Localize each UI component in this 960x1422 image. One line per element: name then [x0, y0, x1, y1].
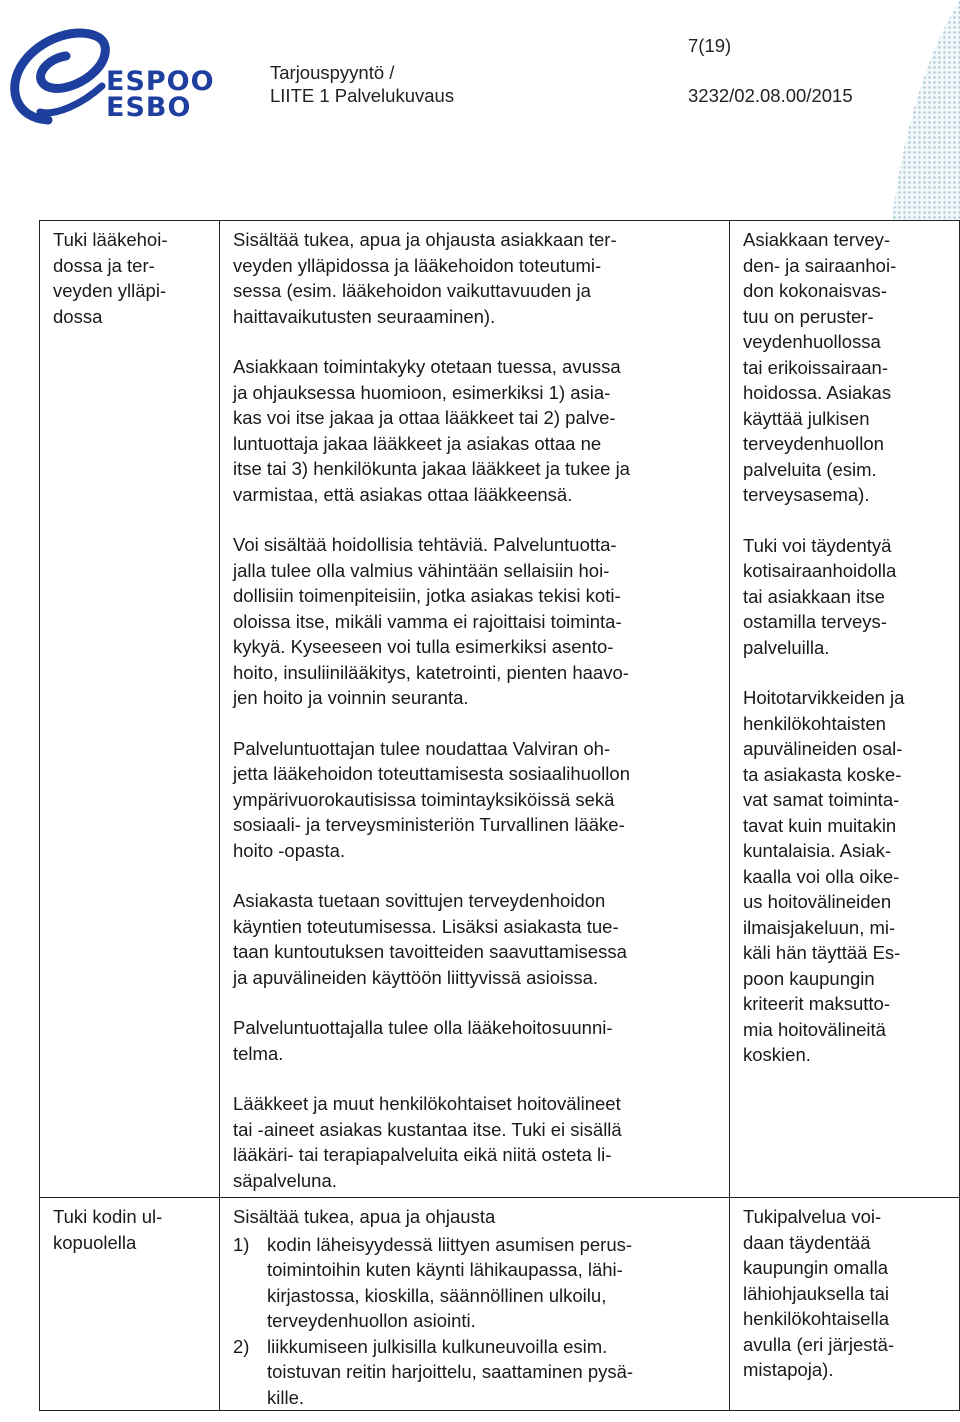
logo-text-sv: ESBO: [106, 92, 192, 123]
description-paragraph: Asiakasta tuetaan sovittujen terveydenhoidon käyntien toteutumisessa. Lisäksi asiakasta tue- taan kuntoutuksen tavoitteiden saavuttamisessa ja apuvälineiden käyttöön liittyvissä asioissa.: [233, 890, 627, 988]
description-intro: Sisältää tukea, apua ja ohjausta: [233, 1206, 496, 1227]
reference-number: 3232/02.08.00/2015: [688, 85, 853, 106]
document-title: Tarjouspyyntö /: [270, 62, 395, 83]
description-paragraph: Sisältää tukea, apua ja ohjausta asiakkaan ter- veyden ylläpidossa ja lääkehoidon toteutumi- sessa (esim. lääkehoidon vaikuttavuuden ja haittavaikutusten seuraaminen).: [233, 229, 617, 327]
numbered-list: [233, 1232, 723, 1411]
description-cell: [220, 1198, 730, 1411]
service-description-table: [39, 220, 960, 1411]
list-item: [233, 1232, 723, 1334]
document-subtitle: LIITE 1 Palvelukuvaus: [270, 85, 455, 106]
list-item-text: kodin läheisyydessä liittyen asumisen perus- toimintoihin kuten käynti lähikaupassa, lähi- kirjastossa, kioskilla, säännöllinen ulkoilu, terveydenhuollon asiointi.: [267, 1233, 633, 1331]
category-label: Tuki kodin ul- kopuolella: [53, 1206, 163, 1253]
table-row: [40, 221, 960, 1198]
category-cell: [40, 221, 220, 1198]
notes-cell: [730, 1198, 960, 1411]
description-cell: [220, 221, 730, 1198]
description-paragraph: Voi sisältää hoidollisia tehtäviä. Palveluntuotta- jalla tulee olla valmius vähintään sellaisiin hoi- dollisiin toimenpiteisiin, jotka asiakas tekisi koti- oloissa itse, mikäli vamma ei rajoittaisi toiminta- kykyä. Kyseeseen voi tulla esimerkiksi asento- hoito, insuliinilääkitys, katetrointi, pienten haavo- jen hoito ja voinnin seuranta.: [233, 534, 629, 708]
note-paragraph: Tukipalvelua voi- daan täydentää kaupungin omalla lähiohjauksella tai henkilökohtaisella avulla (eri järjestä- mistapoja).: [743, 1206, 895, 1380]
table-row: [40, 1198, 960, 1411]
list-item-number: 2): [233, 1335, 250, 1357]
list-item-number: 1): [233, 1233, 250, 1255]
description-paragraph: Palveluntuottajan tulee noudattaa Valviran oh- jetta lääkehoidon toteuttamisesta sosiaalihuollon ympärivuorokautisissa toimintayksiköissä sekä sosiaali- ja terveysministeriön Turvallinen lääke- hoito -opasta.: [233, 737, 630, 861]
logo-text-fi: ESPOO: [106, 66, 215, 97]
list-item: [233, 1334, 723, 1411]
decorative-corner-pattern: [892, 0, 960, 220]
note-paragraph: Asiakkaan tervey- den- ja sairaanhoi- don kokonaisvas- tuu on peruster- veydenhuollossa tai erikoissairaan- hoidossa. Asiakas käyttää julkisen terveydenhuollon palveluita (esim. terveysasema).: [743, 229, 897, 505]
note-paragraph: Tuki voi täydentyä kotisairaanhoidolla tai asiakkaan itse ostamilla terveys- palveluilla.: [743, 534, 897, 658]
page-number: 7(19): [688, 35, 732, 56]
description-paragraph: Asiakkaan toimintakyky otetaan tuessa, avussa ja ohjauksessa huomioon, esimerkiksi 1) asia- kas voi itse jakaa ja ottaa lääkkeet tai 2) palve- luntuottaja jakaa lääkkeet ja asiakas ottaa ne itse tai 3) henkilökunta jakaa lääkkeet ja tukee ja varmistaa, että asiakas ottaa lääkkeensä.: [233, 356, 630, 505]
notes-cell: [730, 221, 960, 1198]
category-label: Tuki lääkehoi- dossa ja ter- veyden ylläpi- dossa: [53, 229, 168, 327]
list-item-text: liikkumiseen julkisilla kulkuneuvoilla esim. toistuvan reitin harjoittelu, saattaminen pysä- kille.: [267, 1335, 634, 1408]
description-paragraph: Palveluntuottajalla tulee olla lääkehoitosuunni- telma.: [233, 1017, 613, 1064]
description-paragraph: Lääkkeet ja muut henkilökohtaiset hoitovälineet tai -aineet asiakas kustantaa itse. Tuki ei sisällä lääkäri- tai terapiapalveluita eikä niitä osteta li- säpalveluna.: [233, 1093, 622, 1191]
category-cell: [40, 1198, 220, 1411]
note-paragraph: Hoitotarvikkeiden ja henkilökohtaisten apuvälineiden osal- ta asiakasta koske- vat samat toiminta- tavat kuin muitakin kuntalaisia. Asiak- kaalla voi olla oike- us hoitovälineiden ilmaisjakeluun, mi- käli hän täyttää Es- poon kaupungin kriteerit maksutto- mia hoitovälineitä koskien.: [743, 687, 905, 1065]
